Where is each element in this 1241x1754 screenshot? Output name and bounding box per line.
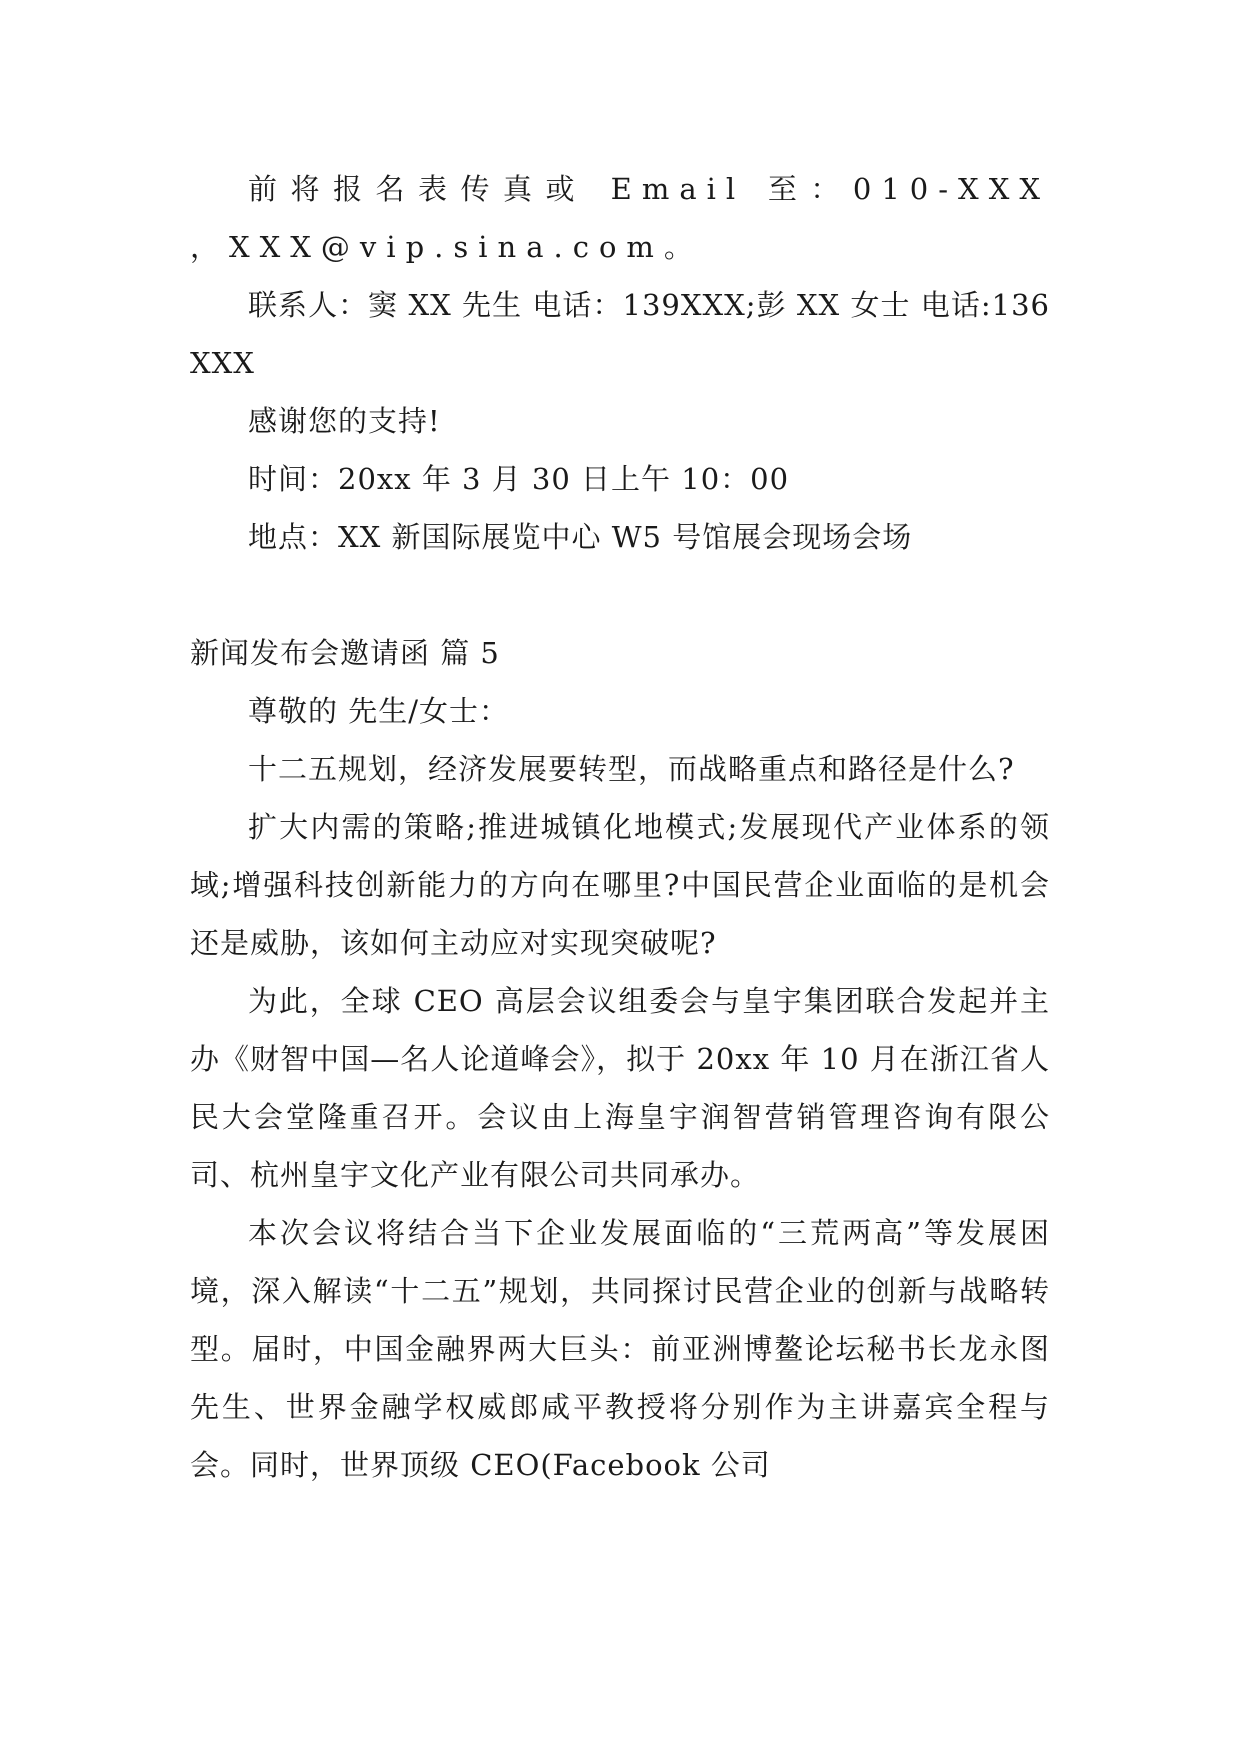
paragraph-organizers: 为此，全球 CEO 高层会议组委会与皇宇集团联合发起并主办《财智中国—名人论道峰会》，拟于 20xx 年 10 月在浙江省人民大会堂隆重召开。会议由上海皇宇润智营销管理咨询有限公司、杭州皇宇文化产业有限公司共同承办。 xyxy=(190,984,1050,1192)
paragraph-contacts: 联系人：窦 XX 先生 电话：139XXX;彭 XX 女士 电话:136XXX xyxy=(190,288,1050,380)
paragraph-salutation: 尊敬的 先生/女士： xyxy=(248,694,509,728)
paragraph-time: 时间：20xx 年 3 月 30 日上午 10：00 xyxy=(248,462,790,496)
paragraph-strategy: 扩大内需的策略;推进城镇化地模式;发展现代产业体系的领域;增强科技创新能力的方向在哪里?中国民营企业面临的是机会还是威胁，该如何主动应对实现突破呢? xyxy=(190,810,1050,960)
document-body xyxy=(190,160,1050,1494)
paragraph-fax-email: 前将报名表传真或 Email 至：010-XXX ，XXX@vip.sina.com。 xyxy=(190,172,1050,264)
paragraph-thanks: 感谢您的支持! xyxy=(248,404,441,438)
paragraph-location: 地点：XX 新国际展览中心 W5 号馆展会现场会场 xyxy=(248,520,913,554)
paragraph-speakers: 本次会议将结合当下企业发展面临的“三荒两高”等发展困境，深入解读“十二五”规划，共同探讨民营企业的创新与战略转型。届时，中国金融界两大巨头：前亚洲博鳌论坛秘书长龙永图先生、世界金融学权威郎咸平教授将分别作为主讲嘉宾全程与会。同时，世界顶级 CEO(Facebook 公司 xyxy=(190,1216,1050,1482)
paragraph-question: 十二五规划，经济发展要转型，而战略重点和路径是什么? xyxy=(248,752,1015,786)
section-heading: 新闻发布会邀请函 篇 5 xyxy=(190,636,500,670)
